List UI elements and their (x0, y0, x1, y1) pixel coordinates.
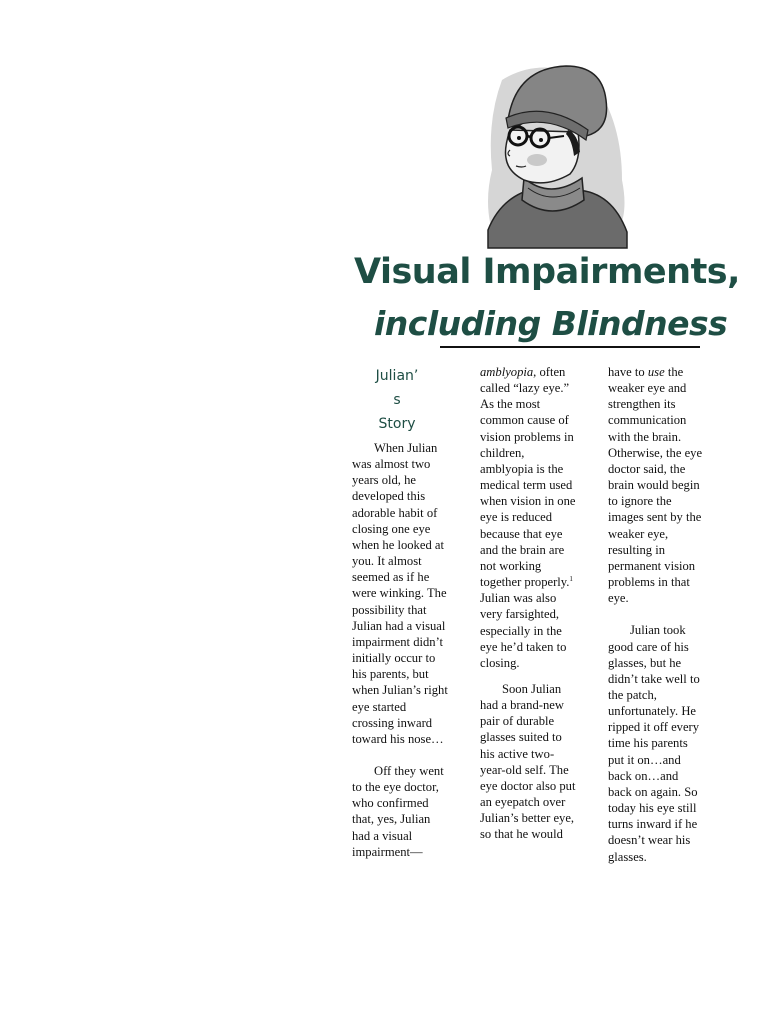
emphasis-use: use (647, 365, 665, 379)
paragraph-text: , often called “lazy eye.” As the most common cause of vision problems in children, amblyopia is the medical term used when vision in one eye is reduced because that eye and the brain are not working together properly. (480, 365, 576, 590)
article-subtitle: including Blindness (374, 304, 728, 343)
section-heading-line1: Julian’ (375, 368, 419, 384)
paragraph (608, 364, 704, 606)
term-amblyopia: amblyopia (480, 365, 534, 379)
paragraph: When Julian was almost two years old, he developed this adorable habit of closing one eye when he looked at you. It almost seemed as if he were winking. The possibility that Julian had a visual impairment didn’t initially occur to his parents, but when Julian’s right eye started crossing inward toward his nose… (352, 441, 448, 746)
section-heading (352, 364, 442, 436)
paragraph: Off they went to the eye doctor, who confirmed that, yes, Julian had a visual impairment— (352, 763, 444, 859)
section-heading-line3: Story (378, 416, 416, 432)
paragraph-text: Julian was also very farsighted, especially in the eye he’d taken to closing. (480, 591, 567, 670)
paragraph: Julian took good care of his glasses, but he didn’t take well to the patch, unfortunately. He ripped it off every time his parents put it on…and back on…and back on again. So today his eye still turns inward if he doesn’t wear his glasses. (608, 623, 700, 864)
title-divider (440, 346, 700, 348)
paragraph-text: have to (608, 365, 648, 379)
paragraph-text: the weaker eye and strengthen its communication with the brain. Otherwise, the eye doctor said, the brain would begin to ignore the images sent by the weaker eye, resulting in permanent vision problems in that eye. (608, 365, 703, 606)
text-column-2 (480, 364, 576, 843)
section-heading-line2: s (393, 392, 401, 408)
footnote-marker: 1 (569, 574, 573, 583)
paragraph: Soon Julian had a brand-new pair of durable glasses suited to his active two-year-old self. The eye doctor also put an eyepatch over Julian’s better eye, so that he would (480, 681, 576, 842)
text-column-3 (608, 364, 704, 865)
article-title: Visual Impairments, (354, 252, 740, 292)
boy-with-glasses-illustration (482, 60, 632, 250)
paragraph (480, 364, 576, 671)
text-column-1 (352, 364, 448, 860)
